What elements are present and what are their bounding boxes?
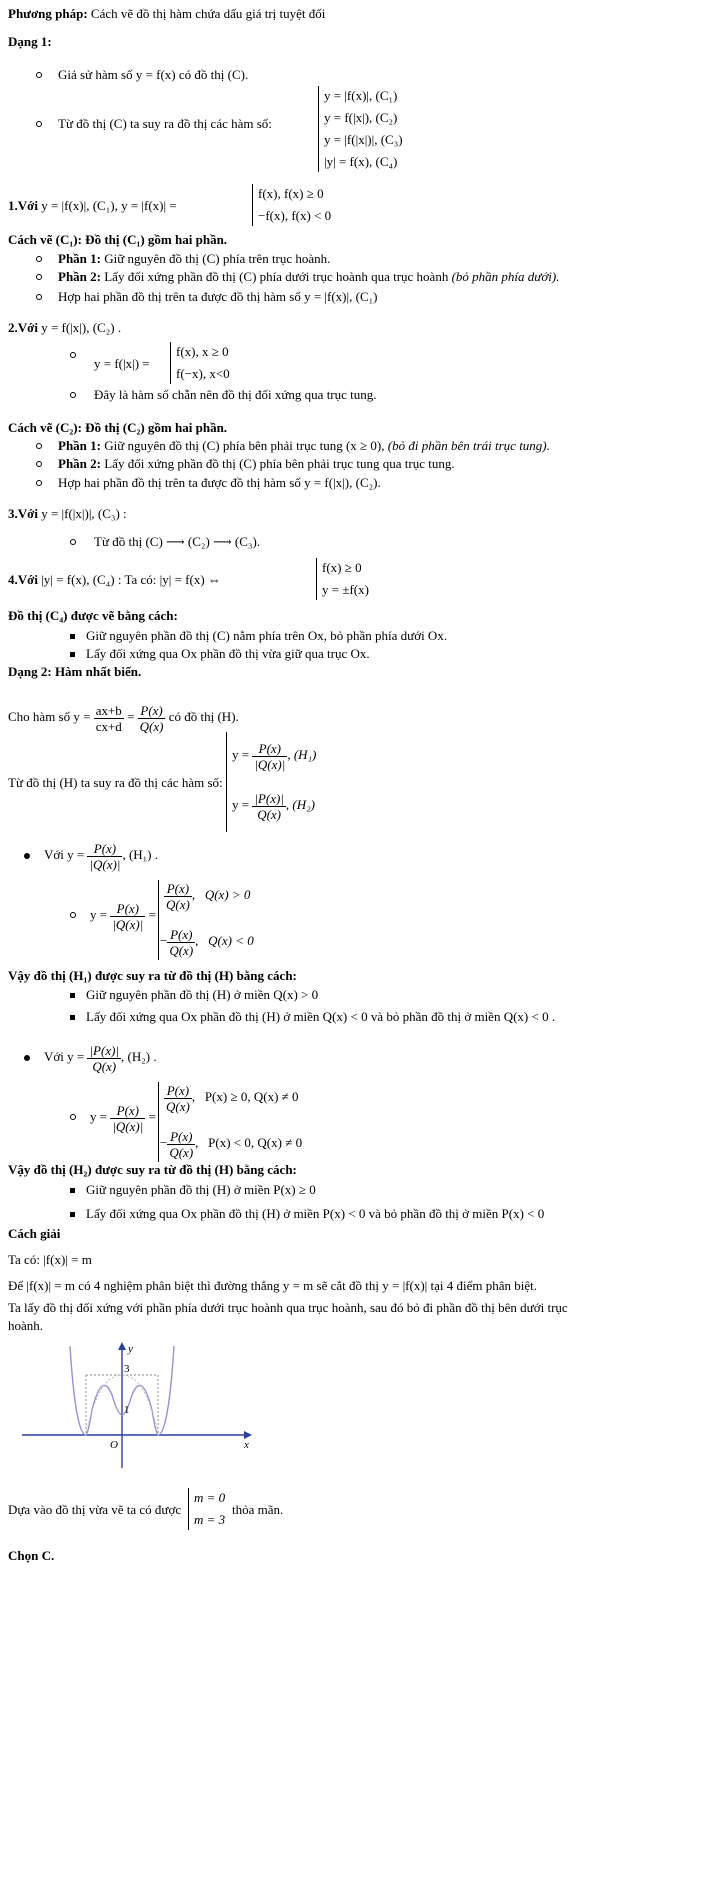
h2-case-2-cond: P(x) < 0, Q(x) ≠ 0 [208, 1135, 303, 1150]
bullet-circle [70, 1114, 76, 1120]
denominator: Q(x) [169, 1144, 194, 1160]
h2-voi-label: Với y = [44, 1049, 85, 1064]
y-axis-arrow [118, 1342, 126, 1350]
s1-part3: Hợp hai phần đồ thị trên ta được đồ thị hàm số y = |f(x)|, (C₁) [58, 289, 378, 304]
method-line [8, 6, 325, 22]
numerator: P(x) [110, 1103, 145, 1119]
h1-bullet-2: Lấy đối xứng qua Ox phần đồ thị (H) ở miền Q(x) < 0 và bỏ phần đồ thị ở miền Q(x) < 0 . [86, 1009, 556, 1024]
bullet-circle [70, 912, 76, 918]
s1-case-2: −f(x), f(x) < 0 [258, 208, 332, 223]
s1-part1 [58, 251, 330, 267]
denominator: |Q(x)| [89, 856, 121, 872]
bullet-square [70, 1212, 75, 1217]
s1-part2-text: Lấy đối xứng phần đồ thị (C) phía dưới trục hoành qua trục hoành [104, 269, 449, 284]
fraction [94, 703, 124, 734]
s1-heading: Cách vẽ (C₁): Đồ thị (C₁) gồm hai phần. [8, 232, 228, 247]
y-label: y [128, 1343, 133, 1355]
brace [158, 880, 159, 960]
solution-conclusion [8, 1502, 181, 1518]
h2-heading: Vậy đồ thị (H₂) được suy ra từ đồ thị (H) bằng cách: [8, 1162, 297, 1177]
s1-case-1: f(x), f(x) ≥ 0 [258, 186, 324, 201]
bullet-disc [24, 1055, 30, 1061]
bullet-circle [36, 294, 42, 300]
denominator: Q(x) [166, 896, 190, 912]
h2-bullet-1: Giữ nguyên phần đồ thị (H) ở miền P(x) ≥ 0 [86, 1182, 316, 1197]
h1-voi [44, 838, 158, 872]
solution-line-2: Để |f(x)| = m có 4 nghiệm phân biệt thì đường thẳng y = m sẽ cắt đồ thị y = |f(x)| tại 4 điểm phân biệt. [8, 1278, 538, 1293]
dang2-title: Dạng 2: Hàm nhất biến. [8, 664, 142, 679]
s2-case-1: f(x), x ≥ 0 [176, 344, 229, 359]
denominator: Q(x) [169, 942, 194, 958]
s2-line [8, 320, 121, 336]
s3-line [8, 506, 127, 522]
conclusion-text-a: Dựa vào đồ thị vừa vẽ ta có được [8, 1502, 182, 1517]
bullet-circle [36, 480, 42, 486]
denominator: Q(x) [166, 1098, 190, 1114]
h1-case-2: − $\frac{P(x)}{Q(x)}$ , Q(x) < 0 [160, 926, 254, 958]
s4-bullet-2: Lấy đối xứng qua Ox phần đồ thị vừa giữ qua trục Ox. [86, 646, 370, 661]
h1-tag: (H₁) [293, 747, 317, 762]
h2-case-1-cond: P(x) ≥ 0, Q(x) ≠ 0 [204, 1089, 299, 1104]
solution-line-4: hoành. [8, 1318, 44, 1333]
h1-case-1: $\frac{P(x)}{Q(x)}$ , Q(x) > 0 [166, 880, 251, 912]
h1-voi-label: Với y = [44, 847, 85, 862]
dang2-intro-a: Cho hàm số y = [8, 709, 91, 724]
bullet-square [70, 652, 75, 657]
s1-part2-label: Phần 2: [58, 269, 101, 284]
fraction [87, 1043, 121, 1074]
denominator: Q(x) [257, 806, 282, 822]
s4-bullet-1: Giữ nguyên phần đồ thị (C) nằm phía trên Ox, bỏ phần phía dưới Ox. [86, 628, 448, 643]
s2-note: Đây là hàm số chẵn nên đồ thị đối xứng qua trục tung. [94, 387, 377, 402]
solution-line-1: Ta có: |f(x)| = m [8, 1252, 92, 1267]
method-label: Phương pháp: [8, 6, 88, 21]
s2-part2-label: Phần 2: [58, 456, 101, 471]
bullet-circle [36, 121, 42, 127]
denominator: Q(x) [139, 718, 164, 734]
bullet-circle [36, 443, 42, 449]
numerator: |P(x)| [254, 790, 284, 806]
s1-part1-text: Giữ nguyên đồ thị (C) phía trên trục hoành. [104, 251, 331, 266]
solution-case-2: m = 3 [194, 1512, 226, 1527]
s2-part1 [58, 438, 550, 454]
h1-case-1-cond: Q(x) > 0 [204, 887, 251, 902]
s1-part1-label: Phần 1: [58, 251, 101, 266]
numerator: P(x) [164, 1083, 192, 1099]
dang1-case-2: y = f(|x|), (C₂) [324, 110, 398, 125]
numerator: P(x) [110, 901, 145, 917]
s3-formula: y = |f(|x|)|, (C₃) : [41, 506, 127, 521]
dang2-suyra: Từ đồ thị (H) ta suy ra đồ thị các hàm số: [8, 775, 223, 790]
s4-heading: Đồ thị (C₄) được vẽ bằng cách: [8, 608, 178, 623]
h1-case-2-cond: Q(x) < 0 [208, 933, 254, 948]
fraction [110, 1103, 145, 1134]
brace [158, 1082, 159, 1162]
numerator: P(x) [138, 703, 166, 719]
h2-tag: (H₂) [292, 797, 315, 812]
h1-voi-tag: , (H₁) . [122, 847, 159, 862]
h2-bullet-2: Lấy đối xứng qua Ox phần đồ thị (H) ở miền P(x) < 0 và bỏ phần đồ thị ở miền P(x) < 0 [86, 1206, 545, 1221]
dang1-item1: Giả sử hàm số y = f(x) có đồ thị (C). [58, 67, 249, 82]
tick-3: 3 [124, 1363, 130, 1375]
bullet-square [70, 1188, 75, 1193]
bullet-circle [70, 392, 76, 398]
h1-bullet-1: Giữ nguyên phần đồ thị (H) ở miền Q(x) > 0 [86, 987, 319, 1002]
s1-part2-note: (bỏ phần phía dưới). [451, 269, 560, 284]
dang2-intro-b: có đồ thị (H). [168, 709, 239, 724]
dang1-title: Dạng 1: [8, 34, 52, 49]
brace [170, 342, 171, 384]
bullet-square [70, 634, 75, 639]
brace [252, 184, 253, 226]
s2-part2 [58, 456, 455, 472]
bullet-circle [36, 72, 42, 78]
s2-part3: Hợp hai phần đồ thị trên ta được đồ thị hàm số y = f(|x|), (C₂). [58, 475, 381, 490]
bracket [318, 86, 319, 172]
s4-title: 4.Với [8, 572, 38, 587]
s2-part2-text: Lấy đối xứng phần đồ thị (C) phía bên phải trục tung qua trục tung. [104, 456, 455, 471]
brace [316, 558, 317, 600]
s1-formula: y = |f(x)|, (C₁), y = |f(x)| = [41, 198, 177, 213]
s1-part2 [58, 269, 560, 285]
denominator: Q(x) [92, 1058, 117, 1074]
bullet-circle [70, 539, 76, 545]
fraction [252, 741, 287, 772]
numerator: P(x) [164, 881, 192, 897]
minus-sign: − [160, 933, 168, 948]
dang1-case-4: |y| = f(x), (C₄) [324, 154, 398, 169]
fraction [164, 1083, 192, 1114]
bracket [226, 732, 227, 832]
absolute-value-graph [22, 1340, 272, 1470]
fraction [87, 841, 122, 872]
solution-line-3: Ta lấy đồ thị đối xứng với phần phía dưới trục hoành qua trục hoành, sau đó bỏ đi phần đồ thị bên dưới trục [8, 1300, 568, 1315]
s4-case-2: y = ±f(x) [322, 582, 369, 597]
numerator: P(x) [167, 927, 195, 943]
fraction [252, 791, 286, 822]
solution-case-1: m = 0 [194, 1490, 226, 1505]
denominator: |Q(x)| [112, 916, 144, 932]
bullet-circle [70, 352, 76, 358]
h2-case-1: $\frac{P(x)}{Q(x)}$ , P(x) ≥ 0, Q(x) ≠ 0 [166, 1082, 299, 1114]
h2-case-2: − $\frac{P(x)}{Q(x)}$ , P(x) < 0, Q(x) ≠ 0 [160, 1128, 303, 1160]
s2-formula: y = f(|x|), (C₂) . [41, 320, 122, 335]
h1-lhs: y = $\frac{P(x)}{|Q(x)|}$ = [90, 900, 156, 932]
bullet-disc [24, 853, 30, 859]
fraction [164, 881, 192, 912]
origin-label: O [110, 1439, 118, 1451]
solution-title: Cách giải [8, 1226, 61, 1241]
h2-voi-tag: , (H₂) . [121, 1049, 157, 1064]
s2-case-2: f(−x), x<0 [176, 366, 230, 381]
bullet-square [70, 1015, 75, 1020]
dang1-item2: Từ đồ thị (C) ta suy ra đồ thị các hàm số: [58, 116, 272, 131]
x-axis-arrow [244, 1431, 252, 1439]
s4-formula: |y| = f(x), (C₄) : Ta có: |y| = f(x) ⇔ [41, 572, 221, 587]
s1-line [8, 198, 177, 214]
s2-title: 2.Với [8, 320, 38, 335]
x-label: x [244, 1439, 249, 1451]
fraction [167, 927, 195, 958]
bullet-circle [36, 274, 42, 280]
minus-sign: − [160, 1135, 168, 1150]
conclusion-text-b: thỏa mãn. [232, 1502, 284, 1517]
s2-part1-note: (bỏ đi phần bên trái trục tung). [387, 438, 550, 453]
s2-heading: Cách vẽ (C₂): Đồ thị (C₂) gồm hai phần. [8, 420, 228, 435]
s1-title: 1.Với [8, 198, 38, 213]
bullet-circle [36, 461, 42, 467]
h2-lhs: y = $\frac{P(x)}{|Q(x)|}$ = [90, 1102, 156, 1134]
numerator: P(x) [252, 741, 287, 757]
numerator: P(x) [87, 841, 122, 857]
brace [188, 1488, 189, 1530]
dang2-intro: Cho hàm số y = $\frac{ax+b}{cx+d}$ = $\frac{P(x)}{Q(x)}$ có đồ thị (H). [8, 702, 239, 734]
s4-line [8, 572, 221, 588]
s3-title: 3.Với [8, 506, 38, 521]
h2-voi [44, 1040, 157, 1074]
method-text: Cách vẽ đồ thị hàm chứa dấu giá trị tuyệt đối [90, 6, 326, 21]
denominator: cx+d [95, 718, 122, 734]
h1-heading: Vậy đồ thị (H₁) được suy ra từ đồ thị (H) bằng cách: [8, 968, 297, 983]
fraction [138, 703, 166, 734]
denominator: |Q(x)| [112, 1118, 144, 1134]
denominator: |Q(x)| [254, 756, 286, 772]
fraction [110, 901, 145, 932]
s4-case-1: f(x) ≥ 0 [322, 560, 362, 575]
s2-part1-label: Phần 1: [58, 438, 101, 453]
bullet-circle [36, 256, 42, 262]
dang1-case-3: y = |f(|x|)|, (C₃) [324, 132, 403, 147]
numerator: ax+b [95, 702, 122, 718]
dang2-h1-def: y = $\frac{P(x)}{|Q(x)|}$ , (H₁) [232, 740, 317, 772]
fraction [167, 1129, 195, 1160]
dang2-h2-def: y = $\frac{|P(x)|}{Q(x)}$ , (H₂) [232, 790, 315, 822]
s2-lhs: y = f(|x|) = [94, 356, 150, 371]
dang1-case-1: y = |f(x)|, (C₁) [324, 88, 398, 103]
bullet-square [70, 993, 75, 998]
numerator: P(x) [167, 1129, 195, 1145]
s2-part1-text: Giữ nguyên đồ thị (C) phía bên phải trục tung (x ≥ 0), [104, 438, 385, 453]
answer: Chọn C. [8, 1548, 55, 1563]
tick-1: 1 [124, 1404, 130, 1416]
numerator: |P(x)| [89, 1042, 119, 1058]
s3-item: Từ đồ thị (C) ⟶ (C₂) ⟶ (C₃). [94, 534, 261, 549]
